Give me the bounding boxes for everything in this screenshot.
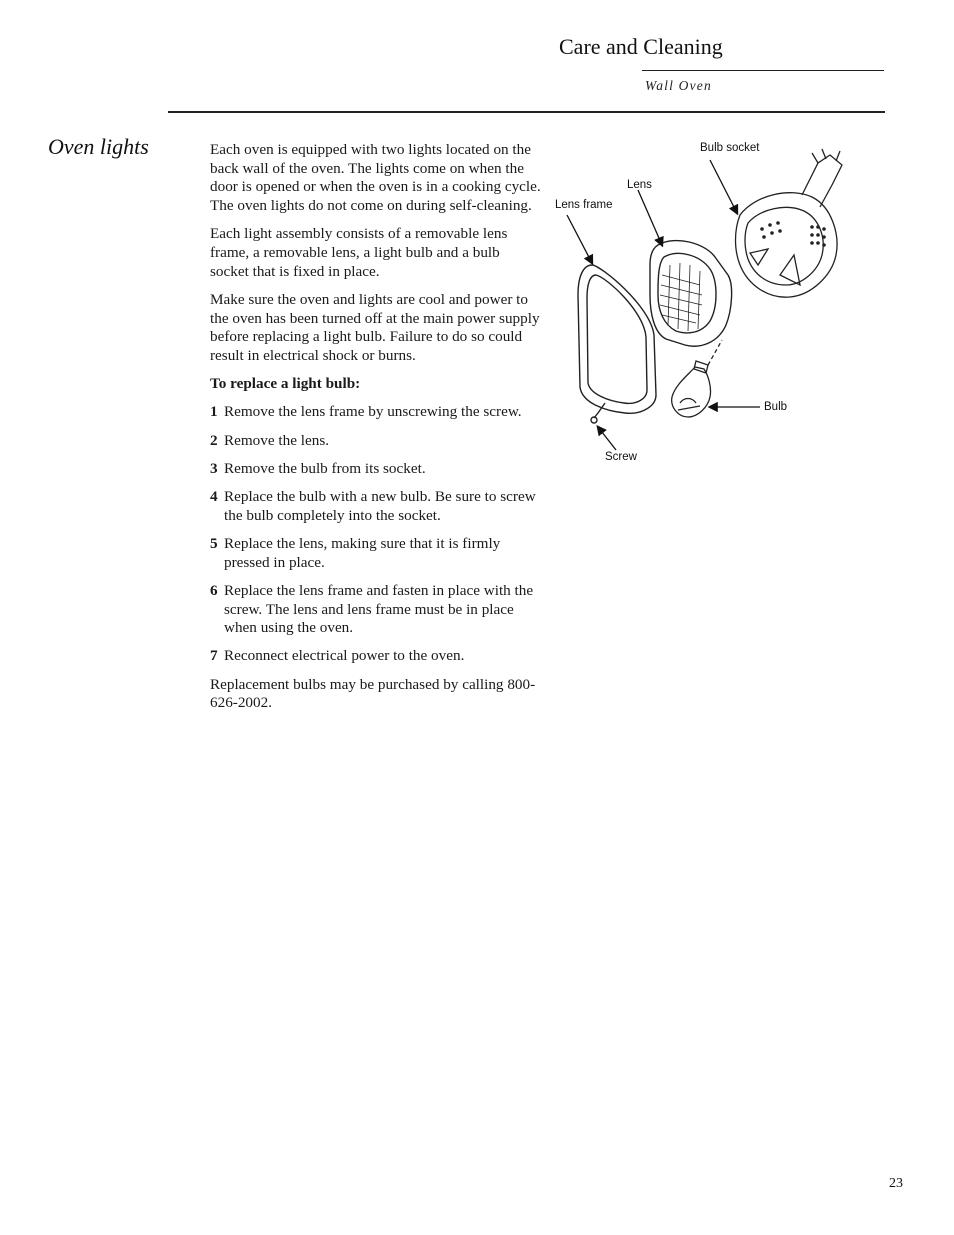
step-text: Replace the lens frame and fasten in place with the screw. The lens and lens frame must be in place when using the oven. <box>224 581 534 637</box>
lens-frame-part <box>578 265 656 423</box>
section-title: Oven lights <box>48 134 149 159</box>
step-text: Reconnect electrical power to the oven. <box>224 647 465 665</box>
lens-part <box>650 241 732 347</box>
step-item <box>210 535 542 572</box>
step-item <box>210 460 542 479</box>
step-text: Remove the bulb from its socket. <box>224 459 426 477</box>
section-body <box>210 141 542 723</box>
step-number: 7 <box>210 647 218 665</box>
section-divider <box>168 111 885 113</box>
step-number: 3 <box>210 459 218 477</box>
instruction-steps <box>210 403 542 666</box>
step-item <box>210 582 542 638</box>
screw-label: Screw <box>605 451 637 463</box>
step-text: Remove the lens frame by unscrewing the screw. <box>224 403 522 421</box>
page-header-title: Care and Cleaning <box>559 34 723 59</box>
lens-label: Lens <box>627 179 652 191</box>
step-item <box>210 403 542 422</box>
step-number: 4 <box>210 488 218 506</box>
bulb-label: Bulb <box>764 401 788 413</box>
step-item <box>210 488 542 525</box>
closing-paragraph: Replacement bulbs may be purchased by calling 800-626-2002. <box>210 675 536 712</box>
step-text: Replace the bulb with a new bulb. Be sure to screw the bulb completely into the socket. <box>224 488 536 524</box>
step-item <box>210 647 542 666</box>
exploded-view-illustration <box>550 135 850 470</box>
assembly-paragraph: Each light assembly consists of a removable lens frame, a removable lens, a light bulb and a bulb socket that is fixed in place. <box>210 225 508 280</box>
page-header-subtitle: Wall Oven <box>645 78 712 93</box>
bulb-part <box>672 340 722 417</box>
step-number: 2 <box>210 431 218 449</box>
header-divider <box>642 70 884 71</box>
instructions-subheading: To replace a light bulb: <box>210 375 361 393</box>
light-assembly-diagram <box>550 135 850 470</box>
step-item <box>210 432 542 451</box>
lens-frame-label: Lens frame <box>555 199 613 211</box>
step-text: Remove the lens. <box>224 431 330 449</box>
safety-paragraph: Make sure the oven and lights are cool and power to the oven has been turned off at the main power supply before replacing a light bulb. Failure to do so could result in electrical shock or burns. <box>210 290 540 365</box>
step-number: 1 <box>210 403 218 421</box>
step-number: 6 <box>210 581 218 599</box>
step-text: Replace the lens, making sure that it is firmly pressed in place. <box>224 534 501 571</box>
bulb-socket-part <box>736 149 843 297</box>
step-number: 5 <box>210 534 218 552</box>
page-number: 23 <box>889 1176 903 1191</box>
bulb-socket-label: Bulb socket <box>700 142 760 154</box>
intro-paragraph: Each oven is equipped with two lights located on the back wall of the oven. The lights come on when the door is opened or when the oven is in a cooking cycle. The oven lights do not come on during self-cleaning. <box>210 141 541 215</box>
